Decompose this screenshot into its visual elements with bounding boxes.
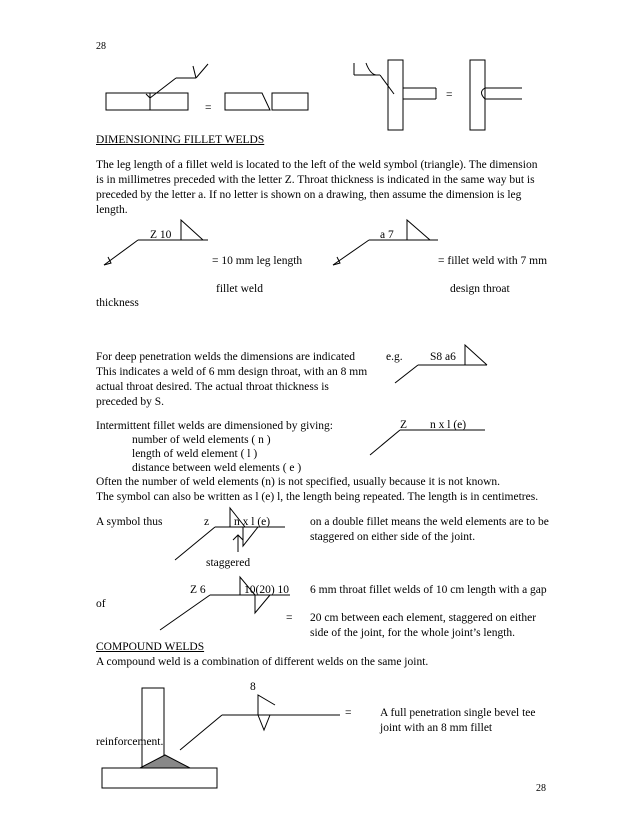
ex2-label: a 7 [380,229,394,241]
intermittent-note: The symbol can also be written as l (e) l, the length being repeated. The length is in centimetres. [96,491,539,503]
intermittent-formula: n x l (e) [430,419,467,431]
ex2-desc2: design throat [450,283,510,295]
deep-line: preceded by S. [96,396,165,408]
intermittent-z: Z [400,419,408,431]
ex1-desc2: fillet weld [216,283,263,295]
section-heading-fillet: DIMENSIONING FILLET WELDS [96,134,265,146]
equals-sign: = [205,102,212,114]
page-number-top: 28 [96,41,106,52]
intermittent-intro: Intermittent fillet welds are dimensioned by giving: [96,420,333,432]
ex1-label: Z 10 [150,229,172,241]
paragraph-line: is in millimetres preceded with the letter Z. Throat thickness is indicated in the same way but is [96,174,535,186]
deep-line: actual throat desired. The actual throat thickness is [96,381,329,393]
staggered-formula: n x l (e) [234,516,271,528]
eg-label: e.g. [386,351,403,363]
example-desc: 6 mm throat fillet welds of 10 cm length with a gap [310,584,547,596]
compound-reinforcement: reinforcement. [96,736,164,748]
deep-symbol-label: S8 a6 [430,351,456,363]
compound-desc: joint with an 8 mm fillet [380,722,493,734]
intermittent-item: distance between weld elements ( e ) [132,462,302,474]
ex1-desc: = 10 mm leg length [212,255,303,267]
example-equals: = [286,612,293,624]
intermittent-note: Often the number of weld elements (n) is not specified, usually because it is not known. [96,476,500,488]
staggered-lead: A symbol thus [96,516,163,528]
compound-intro: A compound weld is a combination of different welds on the same joint. [96,656,429,668]
ex2-desc: = fillet weld with 7 mm [438,255,548,267]
example-desc: 20 cm between each element, staggered on either [310,612,537,624]
fillet-leg-symbol [104,220,208,265]
compound-desc: A full penetration single bevel tee [380,707,536,719]
staggered-label: staggered [206,557,251,569]
deep-line: For deep penetration welds the dimensions are indicated [96,351,355,363]
paragraph-line: length. [96,204,128,216]
example-dims: 10(20) 10 [244,584,290,596]
staggered-desc: staggered on either side of the joint. [310,531,476,543]
t-joint-symbol [354,60,522,130]
staggered-desc: on a double fillet means the weld elements are to be [310,516,549,528]
equals-sign: = [446,89,453,101]
example-z6: Z 6 [190,584,206,596]
example-desc: side of the joint, for the whole joint’s length. [310,627,516,639]
deep-line: This indicates a weld of 6 mm design throat, with an 8 mm [96,366,368,378]
intermittent-symbol [370,430,485,455]
intermittent-item: number of weld elements ( n ) [132,434,271,446]
thickness-word: thickness [96,297,139,309]
compound-eight: 8 [250,681,256,693]
intermittent-item: length of weld element ( l ) [132,448,258,460]
compound-equals: = [345,707,352,719]
paragraph-line: preceded by the letter a. If no letter is shown on a drawing, then assume the dimension is leg [96,189,522,201]
section-heading-compound: COMPOUND WELDS [96,641,205,653]
paragraph-line: The leg length of a fillet weld is located to the left of the weld symbol (triangle). The dimension [96,159,538,171]
staggered-z: z [204,516,210,528]
example-of: of [96,598,106,610]
fillet-throat-symbol [333,220,438,265]
page-number-bottom: 28 [536,783,546,794]
